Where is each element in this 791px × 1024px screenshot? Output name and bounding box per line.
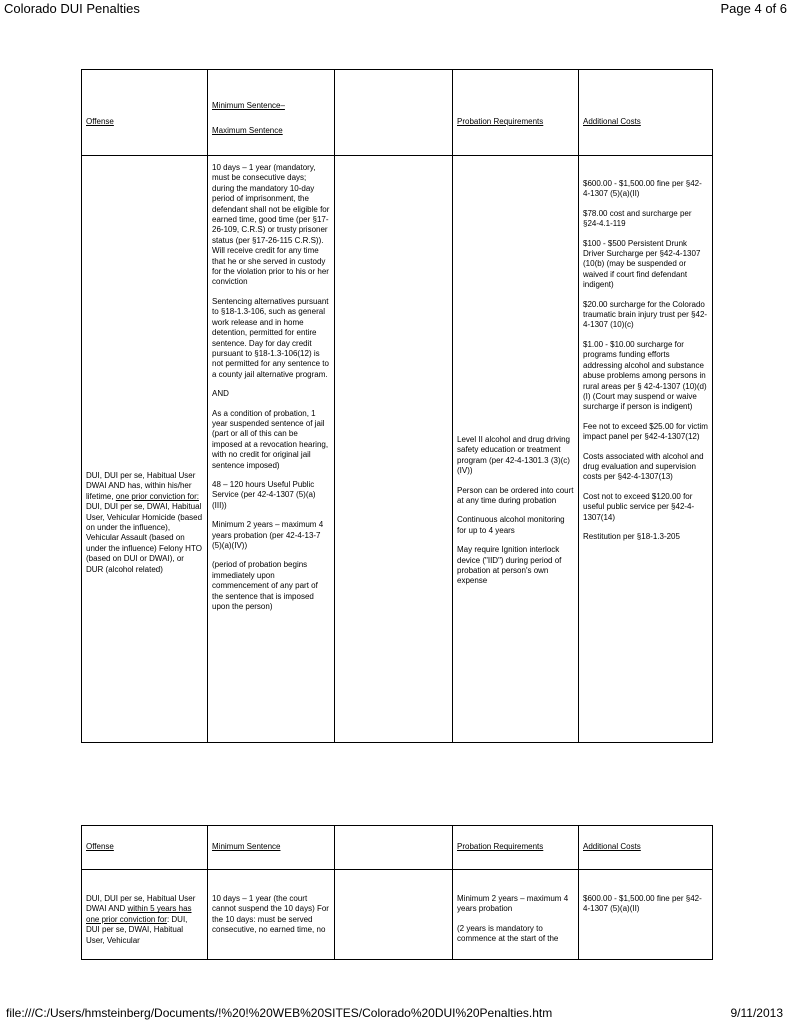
probation-item: Person can be ordered into court at any time during probation [457,485,574,506]
probation-item: Minimum 2 years – maximum 4 years probation [457,894,569,914]
probation-cell [453,870,579,960]
page-header-title: Colorado DUI Penalties [4,1,140,16]
header-sentence-max: Maximum Sentence [212,125,283,135]
cost-item: Fee not to exceed $25.00 for victim impact panel per §42-4-1307(12) [583,421,708,442]
costs-cell [579,156,713,743]
sentence-item: (period of probation begins immediately upon commencement of any part of the sentence that is imposed upon the person) [212,560,318,612]
header-sentence: Minimum Sentence [208,826,335,870]
header-costs: Additional Costs [579,70,713,156]
header-blank [335,70,453,156]
sentence-item: AND [212,389,229,399]
page-footer-date: 9/11/2013 [730,1006,783,1020]
blank-cell [335,870,453,960]
penalty-table-within-5-years [81,825,713,960]
header-offense: Offense [82,70,208,156]
sentence-item: Sentencing alternatives pursuant to §18-1.3-106, such as general work release and in home detention, permitted for entire sentence. Day for day credit pursuant to §18-1.3-106(12) is not permitted for any sentence to a county jail alternative program. [212,296,329,379]
cost-item: $20.00 surcharge for the Colorado traumatic brain injury trust per §42-4-1307 (10)(c) [583,299,708,330]
table-row [82,870,713,960]
cost-item: Restitution per §18-1.3-205 [583,531,680,541]
sentence-cell [208,870,335,960]
cost-item: Costs associated with alcohol and drug evaluation and supervision costs per §42-4-1307(13) [583,451,704,482]
header-costs: Additional Costs [579,826,713,870]
sentence-cell [208,156,335,743]
header-offense: Offense [82,826,208,870]
blank-cell [335,156,453,743]
sentence-item: 48 – 120 hours Useful Public Service (per 42-4-1307 (5)(a)(III)) [212,479,316,510]
cost-item: Cost not to exceed $120.00 for useful public service per §42-4-1307(14) [583,491,695,522]
sentence-item: 10 days – 1 year (the court cannot suspend the 10 days) For the 10 days: must be served consecutive, no earned time, no [212,894,329,935]
cost-item: $78.00 cost and surcharge per §24-4.1-119 [583,208,692,229]
cost-item: $600.00 - $1,500.00 fine per §42-4-1307 (5)(a)(II) [583,894,702,914]
probation-item: (2 years is mandatory to commence at the start of the [457,923,559,944]
penalty-table-second-offense [81,69,713,743]
cost-item: $100 - $500 Persistent Drunk Driver Surcharge per §42-4-1307 (10(b) (may be suspended or waived if court find defendant indigent) [583,238,701,290]
header-sentence [208,70,335,156]
probation-item: Continuous alcohol monitoring for up to 4 years [457,515,565,535]
header-blank [335,826,453,870]
sentence-item: As a condition of probation, 1 year suspended sentence of jail (part or all of this can be imposed at a revocation hearing, with no credit for original jail sentence imposed) [212,408,329,470]
header-probation: Probation Requirements [453,70,579,156]
offense-cell: DUI, DUI per se, Habitual User DWAI AND within 5 years has one prior conviction for: DUI, DUI per se, DWAI, Habitual User, Vehicular [82,870,208,960]
probation-cell [453,156,579,743]
page-footer-path: file:///C:/Users/hmsteinberg/Documents/!%20!%20WEB%20SITES/Colorado%20DUI%20Penalties.htm [6,1006,553,1020]
sentence-item: 10 days – 1 year (mandatory, must be consecutive days; during the mandatory 10-day period of imprisonment, the defendant shall not be eligible for earned time, good time (per §17-26-109, C.R.S) or trusty prisoner status (per §17-26-115 C.R.S)). Will receive credit for any time that he or she served in custody for the violation prior to his or her conviction [212,163,330,287]
offense-cell: DUI, DUI per se, Habitual User DWAI AND has, within his/her lifetime, one prior conviction for: DUI, DUI per se, DWAI, Habitual User, Vehicular Homicide (based on under the influence), Vehicular Assault (based on under the influence) Felony HTO (based on DUI or DWAI), or DUR (alcohol related) [82,156,208,743]
cost-item: $600.00 - $1,500.00 fine per §42-4-1307 (5)(a)(II) [583,179,702,199]
page-number: Page 4 of 6 [720,1,787,16]
table-header-row [82,70,713,156]
header-probation: Probation Requirements [453,826,579,870]
probation-item: Level II alcohol and drug driving safety education or treatment program (per 42-4-1301.3 (3)(c)(IV)) [457,435,570,476]
table-row [82,156,713,743]
sentence-item: Minimum 2 years – maximum 4 years probation (per 42-4-13-7 (5)(a)(IV)) [212,520,324,550]
cost-item: $1.00 - $10.00 surcharge for programs funding efforts addressing alcohol and substance abuse problems among persons in rural areas per § 42-4-1307 (10)(d)(I) (Court may suspend or waive surcharge if person is indigent) [583,339,707,412]
table-header-row [82,826,713,870]
header-sentence-min: Minimum Sentence– [212,101,285,111]
costs-cell [579,870,713,960]
probation-item: May require Ignition interlock device ("IID") during period of probation at person's own expense [457,545,562,586]
